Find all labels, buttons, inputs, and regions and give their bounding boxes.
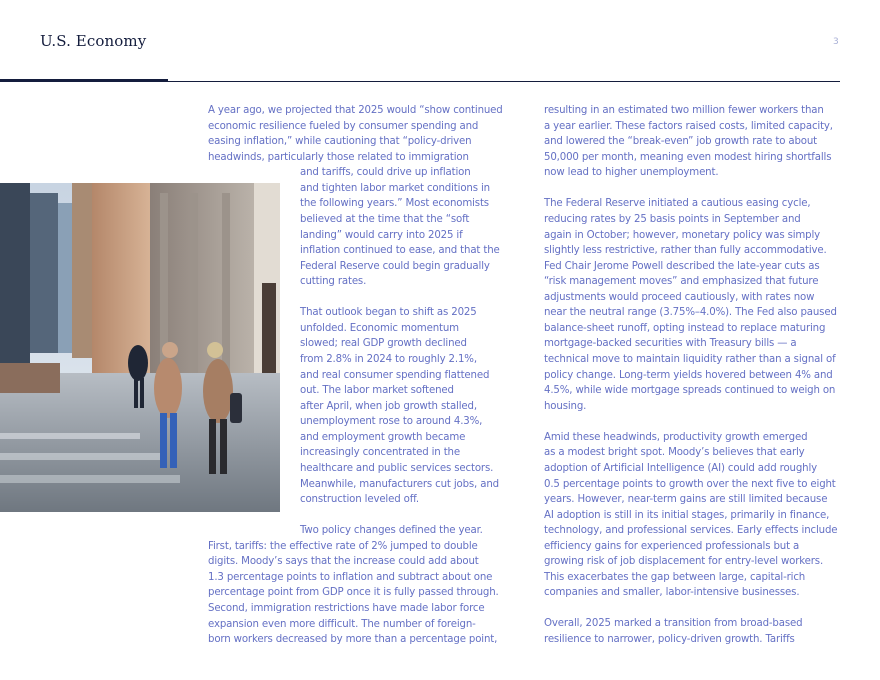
body-text-line: now lead to higher unemployment. [544, 167, 719, 178]
city-street-photo [0, 183, 280, 512]
body-text-line: unfolded. Economic momentum [300, 323, 459, 334]
body-text-line: This exacerbates the gap between large, capital-rich [544, 572, 806, 583]
body-text-line: expansion even more difficult. The number of foreign- [208, 619, 476, 630]
header-rule [0, 81, 840, 82]
body-text-line: construction leveled off. [300, 494, 419, 505]
body-text-line: economic resilience fueled by consumer spending and [208, 121, 479, 132]
body-text-line: adoption of Artificial Intelligence (AI) could add roughly [544, 463, 818, 474]
body-text-line: balance-sheet runoff, opting instead to replace maturing [544, 323, 826, 334]
body-text-line: easing inflation,” while cautioning that “policy-driven [208, 136, 472, 147]
body-text-line: Overall, 2025 marked a transition from broad-based [544, 618, 803, 629]
body-text-line: and real consumer spending flattened [300, 370, 490, 381]
body-text-line: resilience to narrower, policy-driven growth. Tariffs [544, 634, 795, 645]
body-text-line: the following years.” Most economists [300, 198, 489, 209]
city-street-photo-icon [0, 183, 280, 512]
body-text-line: That outlook began to shift as 2025 [300, 307, 477, 318]
body-text-line: companies and smaller, labor-intensive businesses. [544, 587, 800, 598]
body-text-line: near the neutral range (3.75%–4.0%). The Fed also paused [544, 307, 837, 318]
page-number: 3 [833, 37, 839, 47]
body-text-line: Fed Chair Jerome Powell described the late-year cuts as [544, 261, 820, 272]
body-text-line: The Federal Reserve initiated a cautious easing cycle, [544, 198, 811, 209]
body-text-line: out. The labor market softened [300, 385, 454, 396]
body-text-line: policy change. Long-term yields hovered between 4% and [544, 370, 833, 381]
body-text-line: landing” would carry into 2025 if [300, 230, 463, 241]
body-text-line: 0.5 percentage points to growth over the next five to eight [544, 479, 836, 490]
body-text-line: again in October; however, monetary policy was simply [544, 230, 821, 241]
body-text-line: “risk management moves” and emphasized that future [544, 276, 819, 287]
body-text-line: as a modest bright spot. Moody’s believes that early [544, 447, 805, 458]
body-text-line: a year earlier. These factors raised costs, limited capacity, [544, 121, 833, 132]
body-text-line: 50,000 per month, meaning even modest hiring shortfalls [544, 152, 832, 163]
body-text-line: adjustments would proceed cautiously, with rates now [544, 292, 815, 303]
body-text-line: and employment growth became [300, 432, 466, 443]
body-text-line: AI adoption is still in its initial stages, primarily in finance, [544, 510, 830, 521]
body-text-line: and lowered the “break-even” job growth rate to about [544, 136, 818, 147]
body-text-line: unemployment rose to around 4.3%, [300, 416, 483, 427]
body-text-line: increasingly concentrated in the [300, 447, 460, 458]
body-text-line: housing. [544, 401, 587, 412]
body-text-line: Meanwhile, manufacturers cut jobs, and [300, 479, 499, 490]
body-text-line: growing risk of job displacement for entry-level workers. [544, 556, 824, 567]
page-title: U.S. Economy [40, 32, 147, 50]
body-text-line: and tariffs, could drive up inflation [300, 167, 471, 178]
body-text-line: First, tariffs: the effective rate of 2% jumped to double [208, 541, 478, 552]
body-text-line: reducing rates by 25 basis points in September and [544, 214, 801, 225]
body-text-line: years. However, near-term gains are still limited because [544, 494, 828, 505]
body-text-line: from 2.8% in 2024 to roughly 2.1%, [300, 354, 477, 365]
body-text-line: headwinds, particularly those related to immigration [208, 152, 469, 163]
body-text-line: Federal Reserve could begin gradually [300, 261, 490, 272]
body-text-line: technical move to maintain liquidity rather than a signal of [544, 354, 836, 365]
body-text-line: cutting rates. [300, 276, 367, 287]
body-text-line: resulting in an estimated two million fewer workers than [544, 105, 824, 116]
body-text-line: mortgage-backed securities with Treasury bills — a [544, 338, 797, 349]
body-text-line: inflation continued to ease, and that the [300, 245, 500, 256]
body-text-line: healthcare and public services sectors. [300, 463, 494, 474]
body-text-line: Two policy changes defined the year. [300, 525, 483, 536]
body-text-line: believed at the time that the “soft [300, 214, 470, 225]
body-text-line: and tighten labor market conditions in [300, 183, 490, 194]
body-text-line: Second, immigration restrictions have made labor force [208, 603, 485, 614]
body-text-line: Amid these headwinds, productivity growth emerged [544, 432, 808, 443]
body-text-line: slowed; real GDP growth declined [300, 338, 467, 349]
body-text-line: slightly less restrictive, rather than fully accommodative. [544, 245, 827, 256]
body-text-line: 4.5%, while wide mortgage spreads continued to weigh on [544, 385, 836, 396]
body-text-line: after April, when job growth stalled, [300, 401, 477, 412]
body-text-line: efficiency gains for experienced professionals but a [544, 541, 800, 552]
body-text-line: technology, and professional services. Early effects include [544, 525, 838, 536]
body-text-line: born workers decreased by more than a percentage point, [208, 634, 498, 645]
body-text-line: digits. Moody’s says that the increase could add about [208, 556, 479, 567]
body-text-line: 1.3 percentage points to inflation and subtract about one [208, 572, 493, 583]
body-text-line: A year ago, we projected that 2025 would “show continued [208, 105, 503, 116]
body-text-line: percentage point from GDP once it is fully passed through. [208, 587, 499, 598]
